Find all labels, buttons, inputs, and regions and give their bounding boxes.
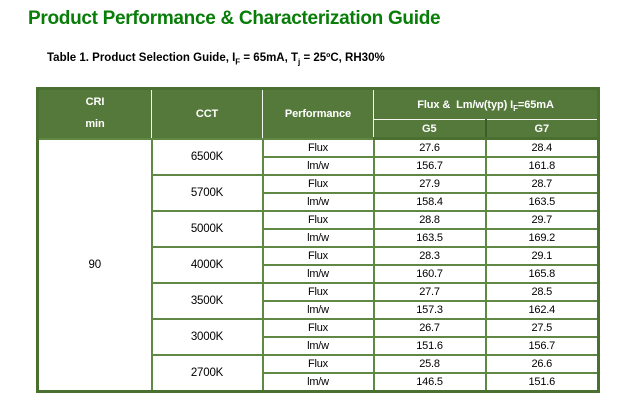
value-cell-g7: 161.8 [486,157,599,175]
performance-label-cell: Flux [263,139,374,158]
performance-label-cell: lm/w [263,373,374,392]
flux-group-text-1: Flux & Lm/w(typ) I [417,98,514,111]
caption-text-3: = 25ºC, RH30% [300,52,385,64]
value-cell-g5: 160.7 [374,265,486,283]
value-cell-g7: 28.5 [486,283,599,301]
value-cell-g5: 25.8 [374,355,486,373]
header-g7: G7 [486,120,599,139]
cct-cell-4000k: 4000K [152,247,263,283]
value-cell-g5: 157.3 [374,301,486,319]
value-cell-g7: 156.7 [486,337,599,355]
header-cct: CCT [152,89,263,139]
performance-label-cell: lm/w [263,337,374,355]
cct-cell-5000k: 5000K [152,211,263,247]
value-cell-g7: 162.4 [486,301,599,319]
performance-label-cell: Flux [263,175,374,193]
flux-group-subscript-f: F [513,103,518,113]
value-cell-g5: 156.7 [374,157,486,175]
performance-label-cell: lm/w [263,229,374,247]
header-cri-min [38,89,152,139]
value-cell-g7: 26.6 [486,355,599,373]
caption-text-1: Table 1. Product Selection Guide, I [47,52,236,64]
performance-label-cell: Flux [263,247,374,265]
header-performance: Performance [263,89,374,139]
cct-cell-6500k: 6500K [152,139,263,176]
value-cell-g5: 27.7 [374,283,486,301]
cct-cell-3500k: 3500K [152,283,263,319]
page-title: Product Performance & Characterization Guide [28,8,441,29]
value-cell-g7: 169.2 [486,229,599,247]
caption-text-2: = 65mA, T [240,52,299,64]
value-cell-g5: 28.3 [374,247,486,265]
value-cell-g7: 29.7 [486,211,599,229]
value-cell-g7: 165.8 [486,265,599,283]
value-cell-g5: 27.9 [374,175,486,193]
table-row [38,139,599,158]
table-caption [47,51,385,66]
value-cell-g5: 163.5 [374,229,486,247]
product-selection-table [36,87,600,393]
performance-label-cell: lm/w [263,301,374,319]
cct-cell-3000k: 3000K [152,319,263,355]
performance-label-cell: lm/w [263,157,374,175]
cct-cell-2700k: 2700K [152,355,263,392]
header-min-label: min [85,118,105,131]
cct-cell-5700k: 5700K [152,175,263,211]
value-cell-g7: 151.6 [486,373,599,392]
value-cell-g5: 151.6 [374,337,486,355]
header-cri-label: CRI [85,96,105,109]
value-cell-g7: 163.5 [486,193,599,211]
caption-subscript-j: j [298,57,301,67]
performance-label-cell: Flux [263,283,374,301]
value-cell-g7: 28.7 [486,175,599,193]
performance-label-cell: lm/w [263,193,374,211]
value-cell-g5: 158.4 [374,193,486,211]
header-g5: G5 [374,120,486,139]
value-cell-g5: 146.5 [374,373,486,392]
cri-min-value-cell: 90 [38,139,152,392]
value-cell-g7: 29.1 [486,247,599,265]
performance-label-cell: Flux [263,211,374,229]
caption-subscript-f: F [235,57,241,67]
header-flux-lmw-group [374,89,599,120]
performance-label-cell: Flux [263,355,374,373]
performance-label-cell: lm/w [263,265,374,283]
value-cell-g7: 28.4 [486,139,599,158]
value-cell-g5: 28.8 [374,211,486,229]
value-cell-g5: 26.7 [374,319,486,337]
value-cell-g5: 27.6 [374,139,486,158]
flux-group-text-2: =65mA [517,98,554,111]
value-cell-g7: 27.5 [486,319,599,337]
performance-label-cell: Flux [263,319,374,337]
